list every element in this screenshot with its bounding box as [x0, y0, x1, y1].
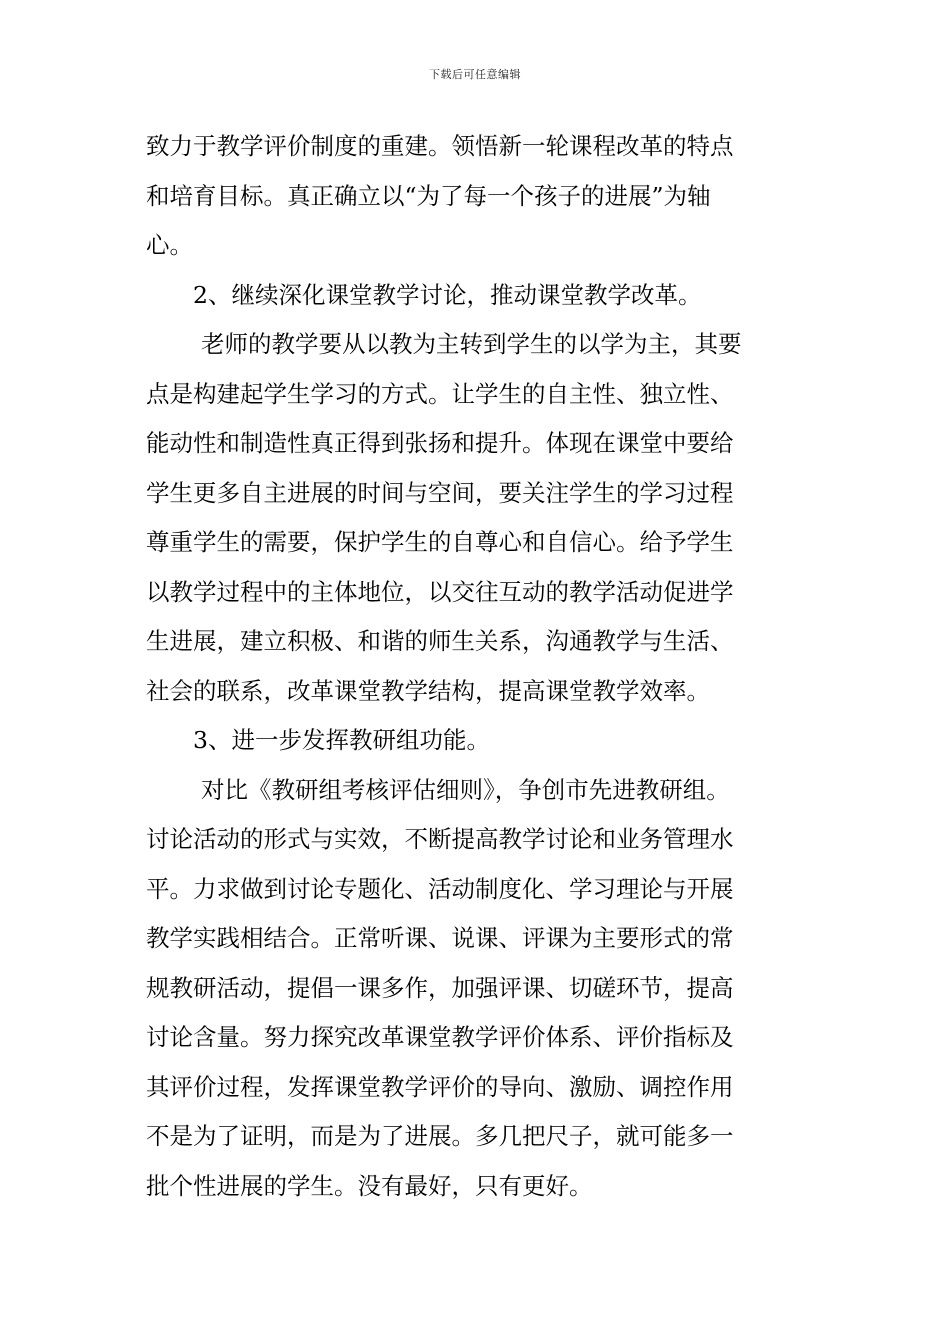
document-body	[146, 122, 806, 1211]
text-line: 以教学过程中的主体地位，以交往互动的教学活动促进学	[146, 577, 734, 606]
section-heading: 2、继续深化课堂教学讨论，推动课堂教学改革。	[193, 280, 702, 309]
text-line: 对比《教研组考核评估细则》，争创市先进教研组。	[201, 775, 730, 804]
text-line: 批个性进展的学生。没有最好，只有更好。	[146, 1171, 593, 1200]
text-line: 不是为了证明，而是为了进展。多几把尺子，就可能多一	[146, 1122, 734, 1150]
text-line: 规教研活动，提倡一课多作，加强评课、切磋环节，提高	[146, 973, 734, 1002]
text-line: 生进展，建立积极、和谐的师生关系，沟通教学与生活、	[146, 627, 734, 655]
text-line: 讨论含量。努力探究改革课堂教学评价体系、评价指标及	[146, 1023, 734, 1051]
text-line: 尊重学生的需要，保护学生的自尊心和自信心。给予学生	[146, 528, 734, 556]
text-line: 讨论活动的形式与实效，不断提高教学讨论和业务管理水	[146, 825, 734, 853]
text-line: 和培育目标。真正确立以“为了每一个孩子的进展”为轴	[146, 181, 711, 210]
text-line: 能动性和制造性真正得到张扬和提升。体现在课堂中要给	[146, 429, 734, 457]
text-line: 点是构建起学生学习的方式。让学生的自主性、独立性、	[146, 379, 734, 408]
page-header: 下载后可任意编辑	[429, 68, 521, 81]
text-line: 心。	[146, 231, 193, 259]
text-line: 老师的教学要从以教为主转到学生的以学为主，其要	[201, 330, 742, 358]
text-line: 其评价过程，发挥课堂教学评价的导向、激励、调控作用	[146, 1072, 734, 1101]
text-line: 社会的联系，改革课堂教学结构，提高课堂教学效率。	[146, 676, 710, 705]
text-line: 学生更多自主进展的时间与空间，要关注学生的学习过程	[146, 478, 734, 507]
text-line: 教学实践相结合。正常听课、说课、评课为主要形式的常	[146, 924, 734, 952]
text-line: 致力于教学评价制度的重建。领悟新一轮课程改革的特点	[146, 132, 734, 160]
section-heading: 3、进一步发挥教研组功能。	[193, 726, 490, 754]
text-line: 平。力求做到讨论专题化、活动制度化、学习理论与开展	[146, 874, 734, 903]
